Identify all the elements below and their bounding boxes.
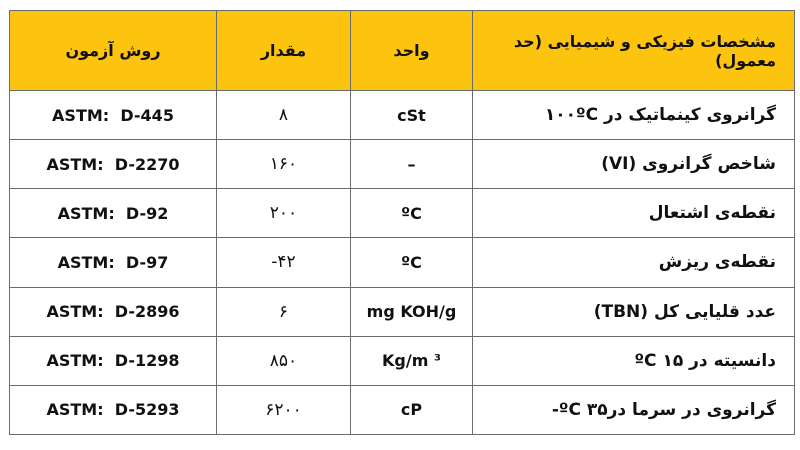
specifications-table [9, 10, 795, 435]
method-cell: ASTM: D-97 [10, 238, 217, 287]
value-cell: ۲۰۰ [217, 189, 351, 238]
property-cell: دانسیته در ۱۵ ºC [473, 336, 795, 385]
method-cell: ASTM: D-92 [10, 189, 217, 238]
unit-cell: ºC [351, 189, 473, 238]
property-cell: عدد قلیایی کل (TBN) [473, 287, 795, 336]
table-body [10, 91, 795, 435]
method-cell: ASTM: D-5293 [10, 385, 217, 434]
value-cell: ۶۲۰۰ [217, 385, 351, 434]
property-cell: گرانروی کینماتیک در ۱۰۰ºC [473, 91, 795, 140]
table-row [10, 189, 795, 238]
method-cell: ASTM: D-1298 [10, 336, 217, 385]
value-cell: ۸ [217, 91, 351, 140]
table-header [10, 11, 795, 91]
header-value: مقدار [217, 11, 351, 91]
table-row [10, 287, 795, 336]
unit-cell: cSt [351, 91, 473, 140]
table-row [10, 238, 795, 287]
table-row [10, 140, 795, 189]
value-cell: ۶ [217, 287, 351, 336]
unit-cell: cP [351, 385, 473, 434]
unit-cell: mg KOH/g [351, 287, 473, 336]
property-cell: شاخص گرانروی (VI) [473, 140, 795, 189]
unit-cell: Kg/m ³ [351, 336, 473, 385]
header-method: روش آزمون [10, 11, 217, 91]
header-row [10, 11, 795, 91]
header-unit: واحد [351, 11, 473, 91]
method-cell: ASTM: D-445 [10, 91, 217, 140]
property-cell: نقطه‌ی ریزش [473, 238, 795, 287]
table-row [10, 336, 795, 385]
property-cell: گرانروی در سرما درºC ۳۵- [473, 385, 795, 434]
value-cell: ۸۵۰ [217, 336, 351, 385]
property-cell: نقطه‌ی اشتعال [473, 189, 795, 238]
table-row [10, 385, 795, 434]
value-cell: ۱۶۰ [217, 140, 351, 189]
method-cell: ASTM: D-2270 [10, 140, 217, 189]
header-property: مشخصات فیزیکی و شیمیایی (حد معمول) [473, 11, 795, 91]
table-row [10, 91, 795, 140]
value-cell: -۴۲ [217, 238, 351, 287]
unit-cell: – [351, 140, 473, 189]
unit-cell: ºC [351, 238, 473, 287]
method-cell: ASTM: D-2896 [10, 287, 217, 336]
